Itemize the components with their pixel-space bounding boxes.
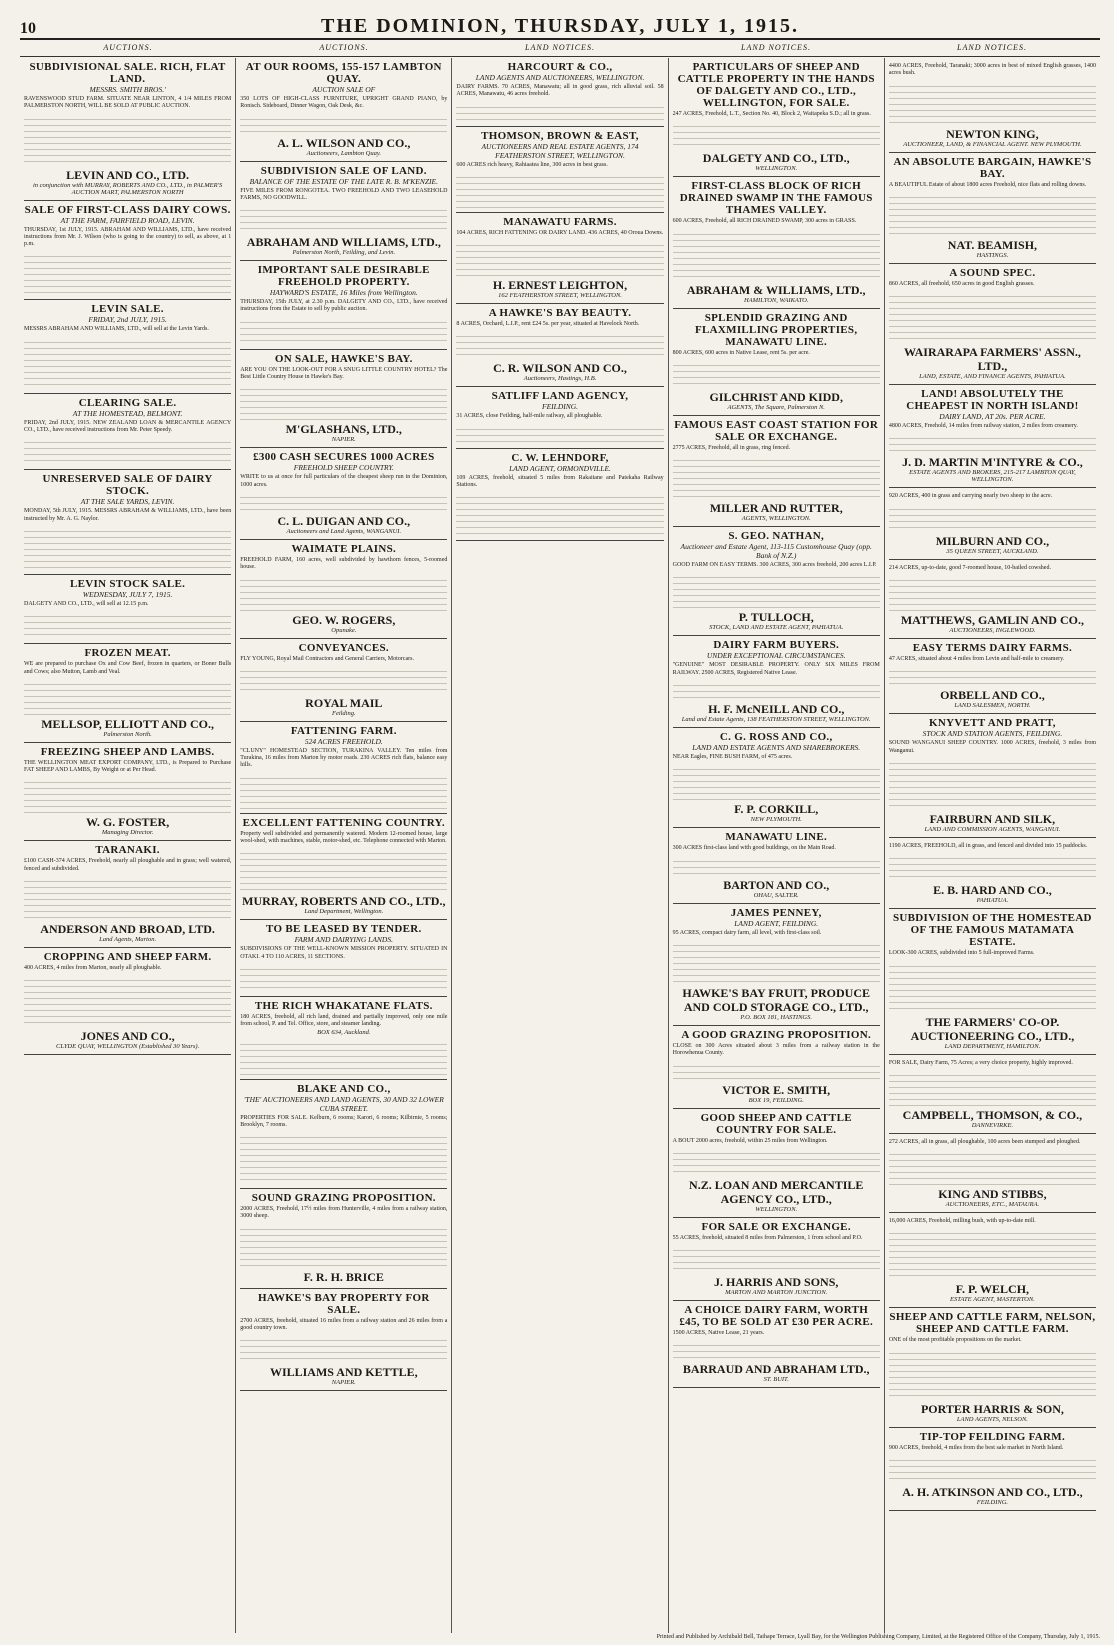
ad-agent-name: MELLSOP, ELLIOTT AND CO., bbox=[41, 716, 214, 731]
ad-agent-name: F. P. CORKILL, bbox=[734, 802, 819, 817]
ad-title: A CHOICE DAIRY FARM, WORTH £45, TO BE SOLD AT £30 PER ACRE. bbox=[679, 1304, 874, 1329]
newspaper-title: THE DOMINION, THURSDAY, JULY 1, 1915. bbox=[321, 15, 799, 37]
advertisement bbox=[240, 814, 447, 921]
ad-agent-address: Managing Director. bbox=[101, 829, 154, 837]
ad-subtitle: 524 ACRES FREEHOLD. bbox=[304, 736, 383, 746]
ad-title: AT OUR ROOMS, 155-157 LAMBTON QUAY. bbox=[245, 61, 442, 85]
ad-agent-address: ESTATE AGENTS AND BROKERS, 215-217 LAMBTON QUAY, WELLINGTON. bbox=[909, 469, 1076, 484]
ad-body-text: 1190 ACRES, FREEHOLD, all in grass, and fenced and divided into 15 paddocks. bbox=[888, 842, 1088, 849]
advertisement bbox=[240, 1289, 447, 1392]
ad-subtitle: UNDER EXCEPTIONAL CIRCUMSTANCES. bbox=[706, 651, 846, 661]
ad-agent-address: AGENTS, WELLINGTON. bbox=[741, 515, 811, 523]
advertisement bbox=[240, 448, 447, 540]
ad-agent-name: MILLER AND RUTTER, bbox=[709, 501, 843, 516]
ad-title: CROPPING AND SHEEP FARM. bbox=[43, 951, 212, 964]
column-land-notices-2 bbox=[669, 58, 885, 1633]
advertisement bbox=[456, 213, 663, 304]
ad-agent-name: C. R. WILSON AND CO., bbox=[493, 361, 627, 376]
ad-agent-name: CAMPBELL, THOMSON, & CO., bbox=[902, 1107, 1083, 1122]
advertisement bbox=[673, 416, 880, 527]
ad-body-text: THURSDAY, 1st JULY, 1915. ABRAHAM AND WILLIAMS, LTD., have received instructions from Mr. J. Wilson (who is going to the country) to sell, as above, at 1 p.m. bbox=[24, 226, 232, 248]
ad-subtitle: STOCK AND STATION AGENTS, FEILDING. bbox=[922, 729, 1063, 739]
ad-body-text: WRITE to us at once for full particulars of the cheapest sheep run in the Dominion, 1000 acres. bbox=[240, 474, 448, 488]
ad-body-text: 1500 ACRES, Native Lease, 21 years. bbox=[672, 1330, 765, 1337]
ad-body-text: CLOSE on 300 Acres situated about 3 miles from a railway station in the Horowhenua County. bbox=[672, 1042, 880, 1057]
ad-agent-name: NAT. BEAMISH, bbox=[947, 237, 1038, 252]
ad-body-text: FREEHOLD FARM, 160 acres, well subdivided by hawthorn fences, 5-roomed house. bbox=[240, 556, 448, 571]
ad-agent-name: BARTON AND CO., bbox=[723, 877, 830, 892]
ad-title: S. GEO. NATHAN, bbox=[728, 530, 825, 543]
ad-agent-name: GEO. W. ROGERS, bbox=[292, 612, 396, 627]
ad-agent-address: LAND, ESTATE, AND FINANCE AGENTS, PAHIATUA. bbox=[919, 373, 1066, 381]
ad-agent-name: C. L. DUIGAN AND CO., bbox=[277, 513, 411, 528]
ad-title: ON SALE, HAWKE'S BAY. bbox=[274, 352, 413, 365]
ad-agent-name: MILBURN AND CO., bbox=[935, 533, 1050, 548]
ad-title: SOUND GRAZING PROPOSITION. bbox=[251, 1192, 436, 1205]
ad-title: HAWKE'S BAY PROPERTY FOR SALE. bbox=[258, 1291, 430, 1316]
ad-agent-name: J. HARRIS AND SONS, bbox=[714, 1275, 839, 1290]
advertisement bbox=[673, 1218, 880, 1301]
ad-subtitle: AT THE FARM, FAIRFIELD ROAD, LEVIN. bbox=[60, 215, 195, 225]
ad-title: C. G. ROSS AND CO., bbox=[719, 731, 833, 744]
column-land-notices-3 bbox=[885, 58, 1100, 1633]
ad-body-text: 920 ACRES, 400 in grass and carrying nearly two sheep to the acre. bbox=[888, 493, 1053, 500]
ad-agent-address: ESTATE AGENT, MASTERTON. bbox=[949, 1296, 1035, 1304]
ad-title: FROZEN MEAT. bbox=[84, 647, 171, 660]
ad-body-text: 16,000 ACRES, Freehold, milling bush, with up-to-date mill. bbox=[888, 1218, 1036, 1225]
ad-agent-address: in conjunction with MURRAY, ROBERTS AND CO., LTD., in PALMER'S AUCTION MART, PALMERSTON NORTH bbox=[32, 181, 223, 196]
ad-title: EASY TERMS DAIRY FARMS. bbox=[912, 642, 1073, 655]
advertisement bbox=[889, 153, 1096, 264]
ad-title: UNRESERVED SALE OF DAIRY STOCK. bbox=[42, 473, 213, 498]
ad-title: CLEARING SALE. bbox=[78, 396, 177, 409]
column-header: AUCTIONS. bbox=[103, 43, 153, 52]
ad-agent-name: A. L. WILSON AND CO., bbox=[277, 135, 411, 150]
advertisement bbox=[240, 261, 447, 350]
ad-agent-name: P. TULLOCH, bbox=[738, 610, 814, 625]
ad-subtitle: DAIRY LAND, AT 20s. PER ACRE. bbox=[939, 412, 1046, 422]
ad-agent-name: N.Z. LOAN AND MERCANTILE AGENCY CO., LTD., bbox=[689, 1177, 864, 1206]
advertisement bbox=[24, 841, 231, 948]
advertisement bbox=[456, 304, 663, 387]
ad-agent-name: ROYAL MAIL bbox=[305, 695, 383, 710]
masthead bbox=[20, 10, 1100, 40]
ad-body-text: DAIRY FARMS. 70 ACRES, Manawatu; all in good grass, rich alluvial soil. 58 ACRES, Manawatu, 46 acres freehold. bbox=[456, 84, 664, 98]
ad-body-text: 31 ACRES, close Feilding, half-mile railway, all ploughable. bbox=[456, 413, 603, 420]
ad-title: A SOUND SPEC. bbox=[949, 266, 1036, 279]
advertisement bbox=[673, 728, 880, 828]
ad-body-text: 104 ACRES, RICH FATTENING OR DAIRY LAND. 436 ACRES, 40 Oroua Downs. bbox=[456, 229, 664, 236]
ad-agent-name: E. B. HARD AND CO., bbox=[933, 883, 1052, 898]
ad-agent-address: WELLINGTON. bbox=[755, 165, 798, 173]
ad-title: HARCOURT & CO., bbox=[507, 61, 613, 73]
ad-body-text: ONE of the most profitable propositions on the market. bbox=[888, 1337, 1022, 1344]
ad-agent-address: Opunake. bbox=[331, 626, 357, 634]
advertisement bbox=[889, 385, 1096, 488]
ad-body-text: MESSRS ABRAHAM AND WILLIAMS, LTD., will sell at the Levin Yards. bbox=[24, 326, 209, 333]
ad-agent-address: FEILDING. bbox=[976, 1499, 1009, 1507]
advertisement bbox=[673, 1301, 880, 1388]
ad-agent-name: BARRAUD AND ABRAHAM LTD., bbox=[682, 1362, 870, 1377]
ad-body-text: 800 ACRES, 600 acres in Native Lease, rent 5s. per acre. bbox=[672, 349, 810, 356]
advertisement bbox=[240, 162, 447, 262]
columns bbox=[20, 58, 1100, 1633]
advertisement bbox=[456, 387, 663, 448]
ad-title: FREEZING SHEEP AND LAMBS. bbox=[40, 745, 215, 758]
ad-title: MANAWATU LINE. bbox=[725, 831, 828, 844]
advertisement bbox=[889, 909, 1096, 1054]
column-header: AUCTIONS. bbox=[319, 43, 369, 52]
ad-agent-address: Land and Estate Agents, 138 FEATHERSTON STREET, WELLINGTON. bbox=[681, 716, 871, 724]
ad-agent-name: JONES AND CO., bbox=[80, 1029, 175, 1044]
ad-title: THE RICH WHAKATANE FLATS. bbox=[254, 999, 433, 1012]
advertisement bbox=[889, 488, 1096, 559]
ad-body-text: "GENUINE" MOST DESIRABLE PROPERTY. ONLY SIX MILES FROM RAILWAY. 2500 ACRES, Registered Native Lease. bbox=[672, 662, 880, 676]
ad-agent-address: Auctioneers and Land Agents, WANGANUI. bbox=[286, 527, 402, 535]
ad-agent-name: H. ERNEST LEIGHTON, bbox=[492, 278, 628, 293]
ad-agent-address: AUCTIONEER, LAND, & FINANCIAL AGENT. NEW PLYMOUTH. bbox=[903, 140, 1082, 148]
ad-agent-address: AGENTS, The Square, Palmerston N. bbox=[727, 403, 825, 411]
ad-agent-address: AUCTIONEERS, ETC., MATAURA. bbox=[945, 1201, 1040, 1209]
ad-agent-address: Feilding. bbox=[331, 709, 356, 717]
ad-title: LAND! ABSOLUTELY THE CHEAPEST IN NORTH ISLAND! bbox=[906, 388, 1079, 413]
advertisement bbox=[240, 58, 447, 162]
advertisement bbox=[240, 997, 447, 1080]
ad-subtitle: AT THE HOMESTEAD, BELMONT. bbox=[72, 408, 183, 418]
ad-agent-address: NAPIER. bbox=[331, 436, 356, 444]
column-header: LAND NOTICES. bbox=[957, 43, 1027, 52]
ad-title: KNYVETT AND PRATT, bbox=[929, 717, 1056, 730]
ad-subtitle: Auctioneer and Estate Agent, 113-115 Customhouse Quay (opp. Bank of N.Z.) bbox=[680, 542, 872, 561]
advertisement bbox=[240, 1189, 447, 1289]
ad-agent-name: A. H. ATKINSON AND CO., LTD., bbox=[902, 1485, 1083, 1500]
advertisement bbox=[889, 1308, 1096, 1427]
ad-body-text: PROPERTIES FOR SALE. Kelburn, 6 rooms; Karori, 6 rooms; Kilbirnie, 5 rooms; Brooklyn, 7 rooms. bbox=[240, 1114, 448, 1128]
advertisement bbox=[889, 58, 1096, 153]
ad-agent-address: HASTINGS. bbox=[976, 251, 1009, 259]
ad-title: WAIMATE PLAINS. bbox=[291, 542, 397, 555]
ad-body-text: A BEAUTIFUL Estate of about 1800 acres Freehold, nice flats and rolling downs. bbox=[888, 181, 1087, 188]
ad-body-text: 350 LOTS OF HIGH-CLASS FURNITURE, UPRIGHT GRAND PIANO, by Ronisch. Sideboard, Dinner Wagon, Oak Desk, &c. bbox=[240, 96, 448, 110]
ad-title: AN ABSOLUTE BARGAIN, HAWKE'S BAY. bbox=[893, 155, 1092, 180]
ad-title: SATLIFF LAND AGENCY, bbox=[491, 390, 629, 403]
ad-agent-name: W. G. FOSTER, bbox=[85, 815, 170, 830]
advertisement bbox=[24, 743, 231, 842]
ad-body-text: FLY YOUNG, Royal Mail Contractors and General Carriers, Motorcars. bbox=[240, 655, 414, 662]
ad-body-text: 247 ACRES, Freehold, L.T., Section No. 40, Block 2, Waitapeka S.D.; all in grass. bbox=[672, 111, 871, 117]
ad-agent-address: Auctioneers, Lambton Quay. bbox=[306, 149, 381, 157]
ad-agent-name: THE FARMERS' CO-OP. AUCTIONEERING CO., LTD., bbox=[910, 1014, 1075, 1043]
advertisement bbox=[889, 1213, 1096, 1308]
ad-body-text: "CLUNY" HOMESTEAD SECTION, TURAKINA VALLEY. Ten miles from Turakina, 16 miles from Marton by motor roads. 230 ACRES rich flats, balance easy hills. bbox=[240, 747, 448, 769]
ad-agent-name: M'GLASHANS, LTD., bbox=[285, 422, 402, 437]
ad-body-text: 4800 ACRES, Freehold, 14 miles from railway station, 2 miles from creamery. bbox=[888, 423, 1078, 430]
ad-body-text: SOUND WANGANUI SHEEP COUNTRY. 1000 ACRES, freehold, 3 miles from Wanganui. bbox=[888, 740, 1097, 754]
ad-title: TARANAKI. bbox=[95, 844, 160, 857]
ad-body-text: £100 CASH-374 ACRES, Freehold, nearly all ploughable and in grass; well watered, fenced and subdivided. bbox=[24, 858, 232, 872]
ad-agent-name: KING AND STIBBS, bbox=[938, 1187, 1047, 1202]
ad-title: FAMOUS EAST COAST STATION FOR SALE OR EXCHANGE. bbox=[674, 418, 879, 443]
imprint-footer: Printed and Published by Archibald Bell, Taihape Terrace, Lyall Bay, for the Wellington Publishing Company, Limited, at the Registered Office of the Company, Thursday, July 1, 1915. bbox=[656, 1634, 1100, 1640]
ad-body-text: RAVENSWOOD STUD FARM. SITUATE NEAR LINTON, 4 1/4 MILES FROM PALMERSTON NORTH, WILL BE SOLD AT PUBLIC AUCTION. bbox=[24, 96, 232, 110]
ad-body-text: FRIDAY, 2nd JULY, 1915. NEW ZEALAND LOAN & MERCANTILE AGENCY CO., LTD., have received instructions from Mr. Peter Speedy. bbox=[24, 419, 232, 434]
ad-agent-address: Palmerston North. bbox=[103, 730, 152, 738]
ad-agent-name: HAWKE'S BAY FRUIT, PRODUCE AND COLD STORAGE CO., LTD., bbox=[682, 985, 870, 1014]
ad-title: SALE OF FIRST-CLASS DAIRY COWS. bbox=[24, 203, 231, 216]
ad-title: TIP-TOP FEILDING FARM. bbox=[919, 1430, 1066, 1443]
ad-agent-address: LAND AND COMMISSION AGENTS, WANGANUI. bbox=[924, 825, 1061, 833]
ad-agent-name: WAIRARAPA FARMERS' ASSN., LTD., bbox=[903, 345, 1081, 374]
ad-agent-name: H. F. McNEILL AND CO., bbox=[708, 702, 845, 717]
ad-body-text: 600 ACRES rich heavy, Rahiaatea line, 300 acres in best grass. bbox=[456, 161, 608, 168]
advertisement bbox=[24, 948, 231, 1055]
advertisement bbox=[456, 449, 663, 542]
ad-subtitle: AUCTION SALE OF bbox=[312, 85, 376, 94]
ad-body-text: 600 ACRES, Freehold, all RICH DRAINED SWAMP, 300 acres in GRASS. bbox=[672, 218, 857, 225]
ad-body-text: DALGETY AND CO., LTD., will sell at 12.15 p.m. bbox=[24, 600, 149, 607]
ad-body-text: 47 ACRES, situated about 4 miles from Levin and half-mile to creamery. bbox=[888, 656, 1065, 663]
ad-agent-address: NEW PLYMOUTH. bbox=[750, 816, 802, 824]
ad-subtitle: AT THE SALE YARDS, LEVIN. bbox=[80, 497, 175, 507]
ad-agent-name: ABRAHAM & WILLIAMS, LTD., bbox=[686, 282, 866, 297]
ad-subtitle: WEDNESDAY, JULY 7, 1915. bbox=[82, 589, 173, 599]
advertisement bbox=[673, 309, 880, 416]
column-header: LAND NOTICES. bbox=[525, 43, 595, 52]
ad-agent-address: LAND SALESMEN, NORTH. bbox=[954, 702, 1031, 710]
ad-subtitle: FRIDAY, 2nd JULY, 1915. bbox=[88, 315, 167, 325]
advertisement bbox=[240, 540, 447, 639]
ad-agent-address: PAHIATUA. bbox=[976, 897, 1009, 905]
ad-body-text: 109 ACRES, freehold, situated 5 miles from Rakaitane and Patekaha Railway Stations. bbox=[456, 474, 664, 489]
ad-agent-address: MARTON AND MARTON JUNCTION. bbox=[725, 1289, 828, 1297]
ad-title: FATTENING FARM. bbox=[290, 724, 397, 737]
ad-agent-address: ST. BUIT. bbox=[763, 1376, 789, 1384]
ad-body-text: 4400 ACRES, Freehold, Taranaki; 3000 acres in best of mixed English grasses, 1400 acres bush. bbox=[888, 63, 1097, 77]
advertisement bbox=[889, 1055, 1096, 1134]
ad-title: C. W. LEHNDORF, bbox=[511, 451, 609, 464]
ad-title: CONVEYANCES. bbox=[298, 641, 389, 654]
ad-agent-address: BOX 19, FEILDING. bbox=[748, 1096, 804, 1104]
ad-agent-name: FAIRBURN AND SILK, bbox=[929, 811, 1056, 826]
ad-agent-address: BOX 634, Auckland. bbox=[317, 1028, 371, 1036]
ad-body-text: 860 ACRES, all freehold, 650 acres in good English grasses. bbox=[888, 280, 1035, 287]
ad-subtitle: 'THE' AUCTIONEERS AND LAND AGENTS, 30 AND 32 LOWER CUBA STREET. bbox=[243, 1094, 444, 1113]
ad-body-text: GOOD FARM ON EASY TERMS. 300 ACRES, 300 acres freehold, 200 acres L.I.P. bbox=[672, 562, 877, 569]
advertisement bbox=[456, 58, 663, 127]
ad-body-text: A BOUT 2000 acres, freehold, within 25 miles from Wellington. bbox=[672, 1137, 828, 1144]
ad-subtitle: LAND AGENT, FEILDING. bbox=[734, 918, 819, 928]
ad-title: JAMES PENNEY, bbox=[730, 906, 822, 919]
ad-agent-address: P.O. BOX 181, HASTINGS. bbox=[740, 1013, 812, 1021]
ad-agent-address: Land Department, Wellington. bbox=[304, 908, 384, 916]
ad-subtitle: FREEHOLD SHEEP COUNTRY. bbox=[293, 463, 394, 473]
ad-agent-name: PORTER HARRIS & SON, bbox=[920, 1401, 1064, 1416]
ad-body-text: 900 ACRES, freehold, 4 miles from the best sale market in North Island. bbox=[888, 1444, 1064, 1451]
advertisement bbox=[24, 470, 231, 575]
ad-body-text: 95 ACRES, compact dairy farm, all level, with first-class soil. bbox=[672, 929, 822, 936]
ad-agent-name: ABRAHAM AND WILLIAMS, LTD., bbox=[246, 235, 441, 250]
advertisement bbox=[24, 394, 231, 471]
ad-body-text: 180 ACRES, freehold, all rich land, drained and partially improved, only one mile from school, P. and Tel. Office, store, and steamer landing. bbox=[240, 1013, 448, 1028]
ad-agent-address: Auctioneers, Hastings, H.B. bbox=[523, 375, 597, 383]
ad-body-text: SUBDIVISIONS OF THE WELL-KNOWN MISSION PROPERTY. SITUATED IN OTAKI. 4 TO 110 ACRES, 11 SECTIONS. bbox=[240, 946, 448, 960]
ad-agent-address: Palmerston North, Feilding, and Levin. bbox=[292, 249, 396, 257]
advertisement bbox=[24, 300, 231, 393]
advertisement bbox=[240, 920, 447, 997]
ad-subtitle: MESSRS. SMITH BROS.' bbox=[89, 85, 166, 94]
ad-agent-address: Land Agents, Marton. bbox=[99, 936, 157, 944]
ad-title: SUBDIVISION SALE OF LAND. bbox=[260, 164, 427, 177]
ad-body-text: NEAR Eagles, FINE BUSH FARM, of 475 acres. bbox=[672, 754, 793, 761]
ad-title: IMPORTANT SALE DESIRABLE FREEHOLD PROPERTY. bbox=[257, 264, 430, 289]
ad-body-text: Property well subdivided and permanently watered. Modern 12-roomed house, large wool-shed, with machines, stable, motor-shed, etc. Telephone connected with Marton. bbox=[240, 830, 448, 845]
ad-agent-address: NAPIER. bbox=[331, 1379, 356, 1387]
ad-body-text: THURSDAY, 15th JULY, at 2.30 p.m. DALGETY AND CO., LTD., have received instructions from the Estate to sell by public auction. bbox=[240, 299, 448, 313]
ad-body-text: 272 ACRES, all in grass, all ploughable, 100 acres been stumped and ploughed. bbox=[888, 1138, 1081, 1145]
ad-body-text: ARE YOU ON THE LOOK-OUT FOR A SNUG LITTLE COUNTRY HOTEL? The Best Little Country House in Hawke's Bay. bbox=[240, 366, 448, 381]
ad-body-text: 2775 ACRES, Freehold, all in grass, ring fenced. bbox=[672, 444, 791, 451]
ad-subtitle: FARM AND DAIRYING LANDS. bbox=[294, 935, 393, 945]
ad-title: SUBDIVISION OF THE HOMESTEAD OF THE FAMOUS MATAMATA ESTATE. bbox=[893, 912, 1092, 949]
ad-agent-name: ANDERSON AND BROAD, LTD. bbox=[40, 922, 215, 937]
ad-title: MANAWATU FARMS. bbox=[503, 215, 617, 228]
ad-body-text: FOR SALE, Dairy Farm, 75 Acres; a very choice property, highly improved. bbox=[888, 1059, 1073, 1066]
ad-agent-address: LAND DEPARTMENT, HAMILTON. bbox=[944, 1042, 1041, 1050]
advertisement bbox=[673, 828, 880, 903]
page-number: 10 bbox=[20, 20, 36, 37]
advertisement bbox=[673, 527, 880, 636]
advertisement bbox=[24, 575, 231, 644]
ad-title: £300 CASH SECURES 1000 ACRES bbox=[253, 451, 435, 464]
ad-agent-address: 162 FEATHERSTON STREET, WELLINGTON. bbox=[498, 292, 622, 300]
ad-body-text: 2700 ACRES, freehold, situated 16 miles from a railway station and 26 miles from a good country town. bbox=[240, 1317, 448, 1332]
ad-agent-name: DALGETY AND CO., LTD., bbox=[702, 151, 850, 166]
column-auctions-2 bbox=[236, 58, 452, 1633]
ad-title: FIRST-CLASS BLOCK OF RICH DRAINED SWAMP IN THE FAMOUS THAMES VALLEY. bbox=[679, 180, 873, 217]
advertisement bbox=[24, 644, 231, 743]
ad-title: LEVIN SALE. bbox=[91, 303, 164, 316]
ad-agent-address: OHAU, SALTER. bbox=[753, 891, 799, 899]
ad-title: FOR SALE OR EXCHANGE. bbox=[701, 1220, 851, 1233]
ad-title: GOOD SHEEP AND CATTLE COUNTRY FOR SALE. bbox=[700, 1111, 852, 1136]
ad-agent-name: MATTHEWS, GAMLIN AND CO., bbox=[900, 613, 1084, 628]
ad-title: SHEEP AND CATTLE FARM, NELSON, SHEEP AND CATTLE FARM. bbox=[889, 1311, 1096, 1336]
ad-agent-name: MURRAY, ROBERTS AND CO., LTD., bbox=[242, 894, 446, 909]
advertisement bbox=[673, 636, 880, 728]
ad-body-text: 300 ACRES first-class land with good buildings, on the Main Road. bbox=[672, 845, 836, 852]
ad-body-text: 214 ACRES, up-to-date, good 7-roomed house, 10-bailed cowshed. bbox=[888, 564, 1051, 571]
ad-title: PARTICULARS OF SHEEP AND CATTLE PROPERTY IN THE HANDS OF DALGETY AND CO., LTD., WELLINGTON, FOR SALE. bbox=[677, 61, 875, 109]
ad-subtitle: LAND AGENTS AND AUCTIONEERS, WELLINGTON. bbox=[475, 73, 645, 82]
ad-title: DAIRY FARM BUYERS. bbox=[713, 639, 840, 652]
ad-agent-name: LEVIN AND CO., LTD. bbox=[66, 167, 190, 182]
ad-title: SUBDIVISIONAL SALE. RICH, FLAT LAND. bbox=[29, 61, 226, 85]
ad-body-text: 55 ACRES, freehold, situated 8 miles from Palmerston, 1 from school and P.O. bbox=[672, 1234, 863, 1241]
ad-agent-address: HAMILTON, WAIKATO. bbox=[743, 296, 809, 304]
advertisement bbox=[889, 714, 1096, 838]
column-land-notices-1 bbox=[452, 58, 668, 1633]
advertisement bbox=[673, 58, 880, 177]
advertisement bbox=[673, 904, 880, 1026]
ad-body-text: MONDAY, 5th JULY, 1915. MESSRS ABRAHAM & WILLIAMS, LTD., have been instructed by Mr. A. G. Naylor. bbox=[24, 508, 232, 522]
ad-subtitle: BALANCE OF THE ESTATE OF THE LATE R. B. M'KENZIE. bbox=[249, 176, 439, 186]
ad-agent-name: WILLIAMS AND KETTLE, bbox=[269, 1365, 418, 1380]
ad-subtitle: HAYWARD'S ESTATE, 16 Miles from Wellington. bbox=[269, 288, 418, 298]
ad-agent-address: WELLINGTON. bbox=[755, 1205, 798, 1213]
ad-agent-name: NEWTON KING, bbox=[946, 126, 1039, 141]
ad-title: A HAWKE'S BAY BEAUTY. bbox=[488, 307, 632, 320]
ad-agent-address: AUCTIONEERS, INGLEWOOD. bbox=[949, 627, 1036, 635]
advertisement bbox=[673, 1026, 880, 1109]
ad-body-text: WE are prepared to purchase Ox and Cow Beef, frozen in quarters, or Boner Bulls and Cows; also Mutton, Lamb and Veal. bbox=[24, 661, 232, 675]
advertisement bbox=[240, 350, 447, 449]
advertisement bbox=[889, 838, 1096, 909]
ad-agent-address: CLYDE QUAY, WELLINGTON (Established 30 Years). bbox=[56, 1043, 200, 1051]
ad-body-text: LOOK-300 ACRES, subdivided into 5 full-improved Farms. bbox=[888, 950, 1035, 957]
ad-title: THOMSON, BROWN & EAST, bbox=[481, 129, 639, 142]
ad-agent-name: VICTOR E. SMITH, bbox=[722, 1082, 831, 1097]
advertisement bbox=[889, 1134, 1096, 1213]
advertisement bbox=[889, 1428, 1096, 1511]
advertisement bbox=[889, 639, 1096, 714]
advertisement bbox=[673, 1109, 880, 1218]
column-auctions-1 bbox=[20, 58, 236, 1633]
ad-agent-name: J. D. MARTIN M'INTYRE & CO., bbox=[902, 455, 1083, 470]
ad-title: BLAKE AND CO., bbox=[297, 1082, 391, 1095]
advertisement bbox=[456, 127, 663, 213]
ad-subtitle: LAND AGENT, ORMONDVILLE. bbox=[509, 463, 611, 473]
ad-agent-name: F. P. WELCH, bbox=[955, 1282, 1030, 1297]
ad-subtitle: LAND AND ESTATE AGENTS AND SHAREBROKERS. bbox=[692, 743, 861, 753]
column-headers bbox=[20, 40, 1100, 57]
ad-body-text: THE WELLINGTON MEAT EXPORT COMPANY, LTD., is Prepared to Purchase FAT SHEEP AND LAMBS, By Weight or at Per Head. bbox=[24, 759, 232, 774]
ad-title: SPLENDID GRAZING AND FLAXMILLING PROPERTIES, MANAWATU LINE. bbox=[695, 311, 858, 348]
ad-subtitle: FEILDING. bbox=[541, 402, 579, 412]
ad-subtitle: AUCTIONEERS AND REAL ESTATE AGENTS, 174 FEATHERSTON STREET, WELLINGTON. bbox=[481, 141, 639, 160]
advertisement bbox=[889, 264, 1096, 385]
ad-agent-address: LAND AGENTS, NELSON. bbox=[956, 1415, 1028, 1423]
ad-agent-address: STOCK, LAND AND ESTATE AGENT, PAHIATUA. bbox=[709, 624, 844, 632]
ad-title: LEVIN STOCK SALE. bbox=[69, 577, 186, 590]
ad-title: TO BE LEASED BY TENDER. bbox=[266, 923, 422, 936]
advertisement bbox=[240, 639, 447, 722]
column-header: LAND NOTICES. bbox=[741, 43, 811, 52]
ad-title: EXCELLENT FATTENING COUNTRY. bbox=[242, 816, 445, 829]
advertisement bbox=[673, 177, 880, 308]
ad-body-text: 400 ACRES, 4 miles from Marton, nearly all ploughable. bbox=[24, 965, 162, 972]
ad-agent-name: F. R. H. BRICE bbox=[303, 1269, 384, 1284]
advertisement bbox=[240, 722, 447, 814]
advertisement bbox=[24, 201, 231, 301]
ad-agent-address: 35 QUEEN STREET, AUCKLAND. bbox=[946, 547, 1039, 555]
ad-body-text: FIVE MILES FROM RONGOTEA. TWO FREEHOLD AND TWO LEASEHOLD FARMS, NO GOODWILL. bbox=[240, 187, 448, 201]
ad-agent-address: DANNEVIRKE. bbox=[971, 1121, 1014, 1129]
ad-body-text: 8 ACRES, Orchard, L.I.P., rent £24 5s. per year, situated at Havelock North. bbox=[456, 321, 640, 328]
ad-agent-name: GILCHRIST AND KIDD, bbox=[709, 389, 843, 404]
advertisement bbox=[889, 560, 1096, 639]
ad-agent-name: ORBELL AND CO., bbox=[940, 688, 1045, 703]
advertisement bbox=[24, 58, 231, 201]
ad-title: A GOOD GRAZING PROPOSITION. bbox=[681, 1028, 872, 1041]
ad-body-text: 2000 ACRES, Freehold, 17½ miles from Hunterville, 4 miles from a railway station, 3000 sheep. bbox=[240, 1206, 448, 1220]
advertisement bbox=[240, 1080, 447, 1190]
